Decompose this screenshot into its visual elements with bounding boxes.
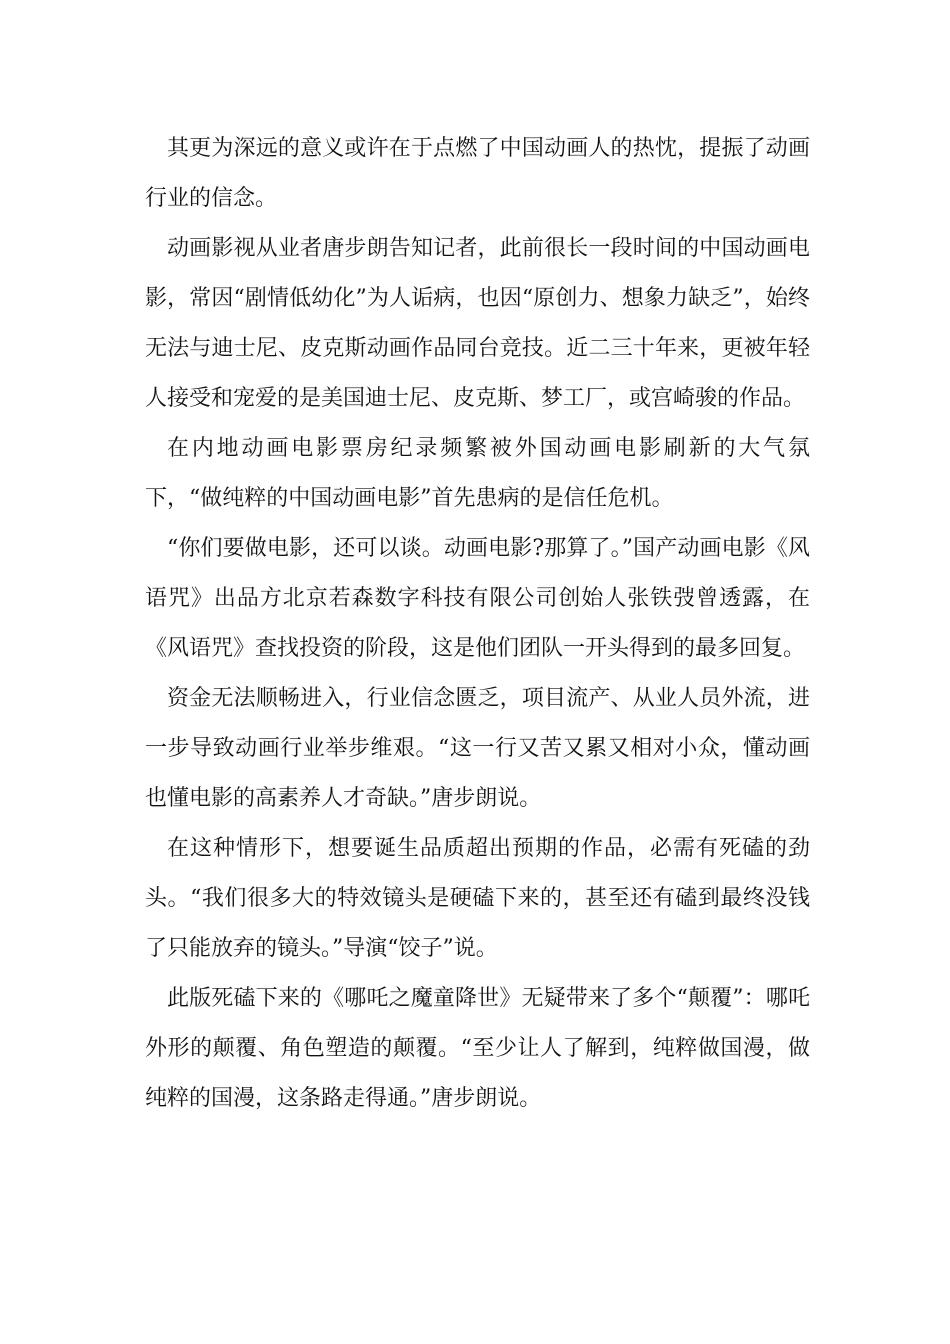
paragraph-6: 在这种情形下，想要诞生品质超出预期的作品，必需有死磕的劲头。“我们很多大的特效镜头是硬磕下来的，甚至还有磕到最终没钱了只能放弃的镜头。”导演“饺子”说。 [145, 836, 810, 961]
paragraph-3: 在内地动画电影票房纪录频繁被外国动画电影刷新的大气氛下，“做纯粹的中国动画电影”首先患病的是信任危机。 [145, 436, 810, 511]
paragraph-1: 其更为深远的意义或许在于点燃了中国动画人的热忱，提振了动画行业的信念。 [145, 136, 810, 211]
paragraph-5: 资金无法顺畅进入，行业信念匮乏，项目流产、从业人员外流，进一步导致动画行业举步维艰。“这一行又苦又累又相对小众，懂动画也懂电影的高素养人才奇缺。”唐步朗说。 [145, 686, 810, 811]
paragraph-4: “你们要做电影，还可以谈。动画电影?那算了。”国产动画电影《风语咒》出品方北京若森数字科技有限公司创始人张铁弢曾透露，在《风语咒》查找投资的阶段，这是他们团队一开头得到的最多回复。 [145, 536, 810, 661]
paragraph-2: 动画影视从业者唐步朗告知记者，此前很长一段时间的中国动画电影，常因“剧情低幼化”为人诟病，也因“原创力、想象力缺乏”，始终无法与迪士尼、皮克斯动画作品同台竞技。近二三十年来，更被年轻人接受和宠爱的是美国迪士尼、皮克斯、梦工厂，或宫崎骏的作品。 [145, 236, 810, 411]
article-body [145, 124, 810, 1124]
paragraph-7: 此版死磕下来的《哪吒之魔童降世》无疑带来了多个“颠覆”：哪吒外形的颠覆、角色塑造的颠覆。“至少让人了解到，纯粹做国漫，做纯粹的国漫，这条路走得通。”唐步朗说。 [145, 986, 810, 1111]
